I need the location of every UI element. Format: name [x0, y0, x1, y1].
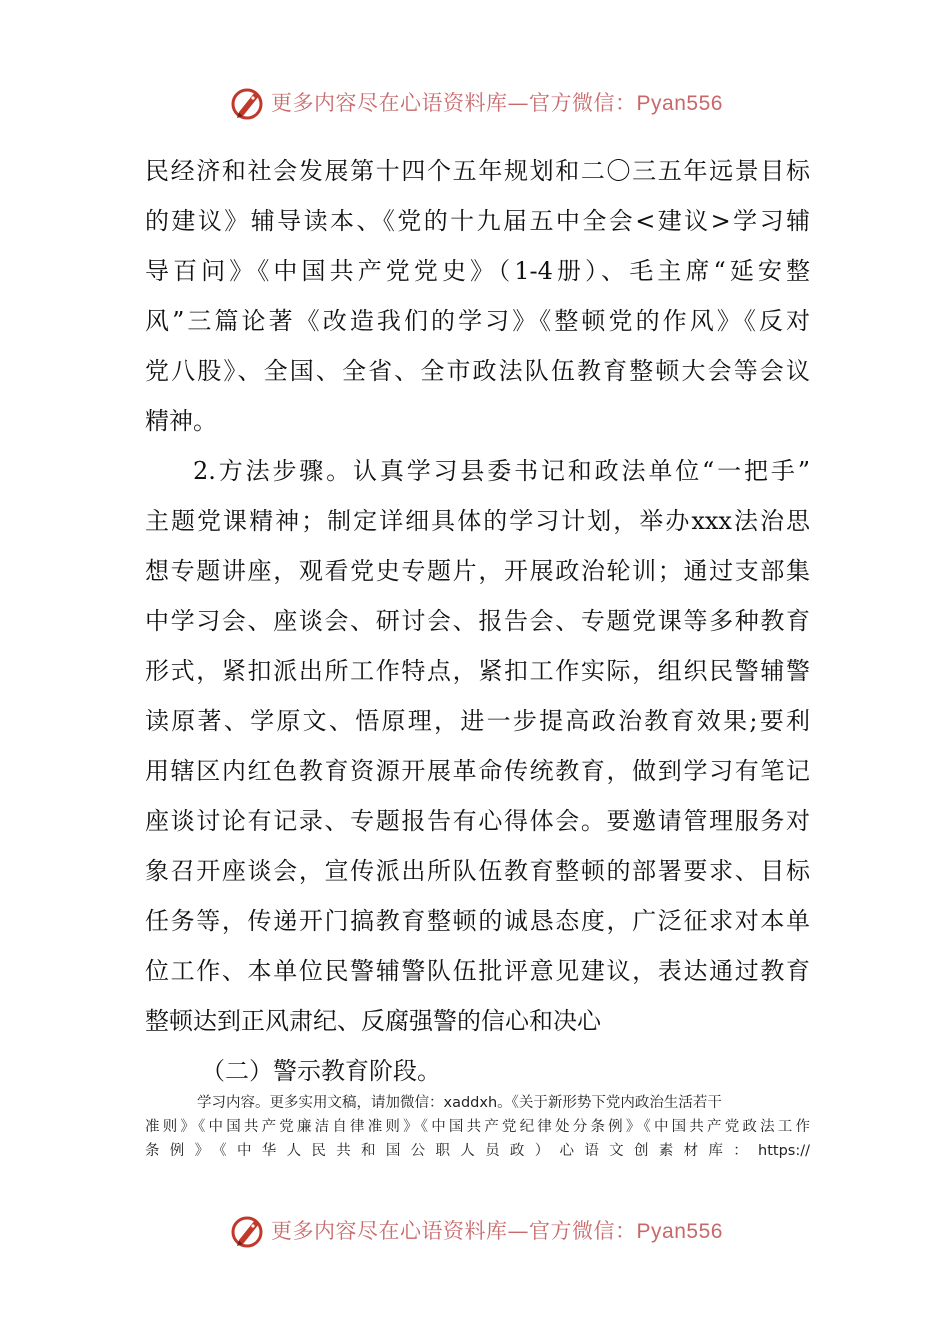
- body-line: 位工作、本单位民警辅警队伍批评意见建议，表达通过教育: [145, 957, 810, 985]
- body-line: 读原著、学原文、悟原理，进一步提高政治教育效果;要利: [145, 707, 810, 735]
- small-print-line: 准则》《中国共产党廉洁自律准则》《中国共产党纪律处分条例》《中国共产党政法工作: [145, 1119, 810, 1135]
- small-print-line: 条例》《中华人民共和国公职人员政）心语文创素材库：https://: [145, 1143, 810, 1159]
- small-print-paragraph: [145, 1091, 810, 1163]
- footer-watermark-id: Pyan556: [636, 1220, 723, 1243]
- body-line: 整顿达到正风肃纪、反腐强警的信心和决心: [145, 1007, 601, 1035]
- small-print-line: 学习内容。更多实用文稿，请加微信：xaddxh。《关于新形势下党内政治生活若干: [197, 1095, 722, 1111]
- body-line: 风”三篇论著《改造我们的学习》《整顿党的作风》《反对: [145, 307, 810, 335]
- body-line: 党八股》、全国、全省、全市政法队伍教育整顿大会等会议: [145, 357, 810, 385]
- header-watermark-id: Pyan556: [636, 92, 723, 115]
- body-line: 用辖区内红色教育资源开展革命传统教育，做到学习有笔记: [145, 757, 810, 785]
- header-watermark-banner: [0, 80, 950, 124]
- header-watermark-label: 更多内容尽在心语资料库—官方微信：: [271, 91, 637, 115]
- section-heading: （二）警示教育阶段。: [201, 1057, 441, 1085]
- body-line: 的建议》辅导读本、《党的十九届五中全会<建议>学习辅: [145, 207, 810, 235]
- pen-nib-logo-icon: [227, 1210, 267, 1250]
- body-line: 中学习会、座谈会、研讨会、报告会、专题党课等多种教育: [145, 607, 810, 635]
- body-line: 象召开座谈会，宣传派出所队伍教育整顿的部署要求、目标: [145, 857, 810, 885]
- document-body: [145, 146, 810, 1096]
- body-line: 主题党课精神；制定详细具体的学习计划，举办xxx法治思: [145, 507, 810, 535]
- pen-nib-logo-icon: [227, 82, 267, 122]
- header-watermark-text: [271, 87, 723, 117]
- body-line: 形式，紧扣派出所工作特点，紧扣工作实际，组织民警辅警: [145, 657, 810, 685]
- footer-watermark-label: 更多内容尽在心语资料库—官方微信：: [271, 1219, 637, 1243]
- body-line: 任务等，传递开门搞教育整顿的诚恳态度，广泛征求对本单: [145, 907, 810, 935]
- body-line: 2.方法步骤。认真学习县委书记和政法单位“一把手”: [193, 457, 810, 485]
- body-line: 想专题讲座，观看党史专题片，开展政治轮训；通过支部集: [145, 557, 810, 585]
- body-line: 座谈讨论有记录、专题报告有心得体会。要邀请管理服务对: [145, 807, 810, 835]
- body-line: 民经济和社会发展第十四个五年规划和二〇三五年远景目标: [145, 157, 810, 185]
- body-line: 精神。: [145, 407, 217, 435]
- footer-watermark-text: [271, 1215, 723, 1245]
- footer-watermark-banner: [0, 1208, 950, 1252]
- body-line: 导百问》《中国共产党党史》（1-4册）、毛主席“延安整: [145, 257, 810, 285]
